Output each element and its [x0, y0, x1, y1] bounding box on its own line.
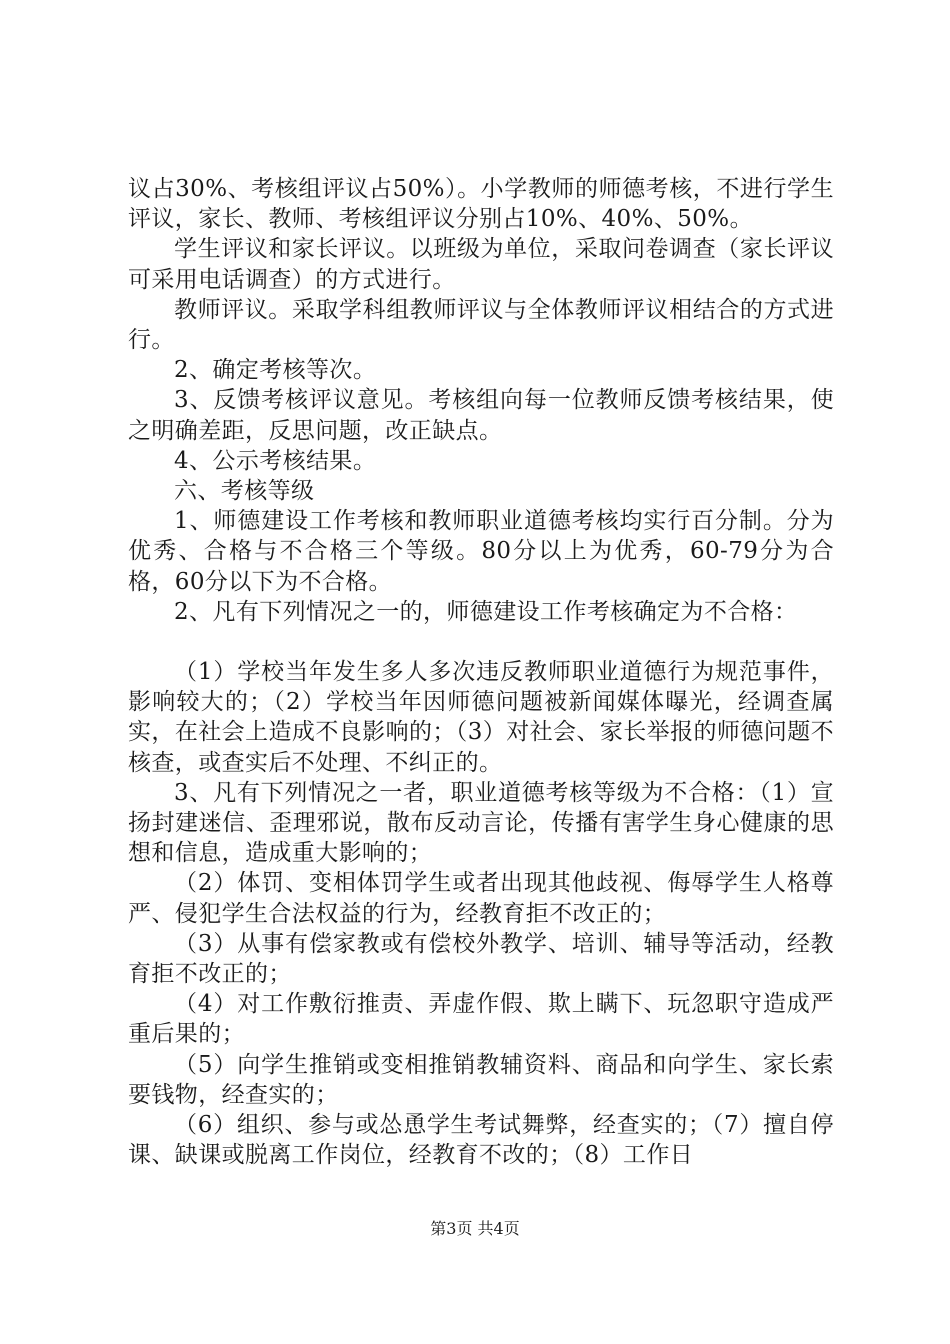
paragraph-determine-grade: 2、确定考核等次。	[174, 357, 377, 384]
page-footer: 第3页 共4页	[430, 1219, 520, 1238]
paragraph-teacher-evaluation: 教师评议。采取学科组教师评议与全体教师评议相结合的方式进行。	[128, 296, 834, 354]
paragraph-publish-results: 4、公示考核结果。	[174, 447, 377, 474]
paragraph-condition-3: （3）从事有偿家教或有偿校外教学、培训、辅导等活动，经教育拒不改正的；	[128, 930, 834, 988]
section-heading-grades: 六、考核等级	[174, 478, 315, 505]
paragraph-condition-6-8: （6）组织、参与或怂恿学生考试舞弊，经查实的；（7）擅自停课、缺课或脱离工作岗位，经教育不改的；（8）工作日	[128, 1112, 834, 1169]
paragraph-spacer	[128, 627, 834, 657]
paragraph-scoring-system: 1、师德建设工作考核和教师职业道德考核均实行百分制。分为优秀、合格与不合格三个等级。80分以上为优秀，60-79分为合格，60分以下为不合格。	[128, 508, 834, 595]
paragraph-condition-2: （2）体罚、变相体罚学生或者出现其他歧视、侮辱学生人格尊严、侵犯学生合法权益的行为，经教育拒不改正的；	[128, 870, 834, 927]
paragraph-unqualified-teacher: 3、凡有下列情况之一者，职业道德考核等级为不合格：（1）宣扬封建迷信、歪理邪说，散布反动言论，传播有害学生身心健康的思想和信息，造成重大影响的；	[128, 779, 834, 867]
paragraph-unqualified-school: 2、凡有下列情况之一的，师德建设工作考核确定为不合格：	[174, 598, 798, 625]
paragraph-student-parent-evaluation: 学生评议和家长评议。以班级为单位，采取问卷调查（家长评议可采用电话调查）的方式进行。	[128, 236, 834, 293]
paragraph-condition-4: （4）对工作敷衍推责、弄虚作假、欺上瞒下、玩忽职守造成严重后果的；	[128, 991, 834, 1048]
paragraph-condition-5: （5）向学生推销或变相推销教辅资料、商品和向学生、家长索要钱物，经查实的；	[128, 1051, 834, 1108]
document-body	[128, 174, 834, 1171]
paragraph-evaluation-weights: 议占30%、考核组评议占50%）。小学教师的师德考核，不进行学生评议，家长、教师、考核组评议分别占10%、40%、50%。	[128, 176, 834, 233]
paragraph-school-conditions: （1）学校当年发生多人多次违反教师职业道德行为规范事件，影响较大的；（2）学校当年因师德问题被新闻媒体曝光，经调查属实，在社会上造成不良影响的；（3）对社会、家长举报的师德问题不核查，或查实后不处理、不纠正的。	[128, 659, 834, 776]
paragraph-feedback: 3、反馈考核评议意见。考核组向每一位教师反馈考核结果，使之明确差距，反思问题，改正缺点。	[128, 387, 834, 444]
